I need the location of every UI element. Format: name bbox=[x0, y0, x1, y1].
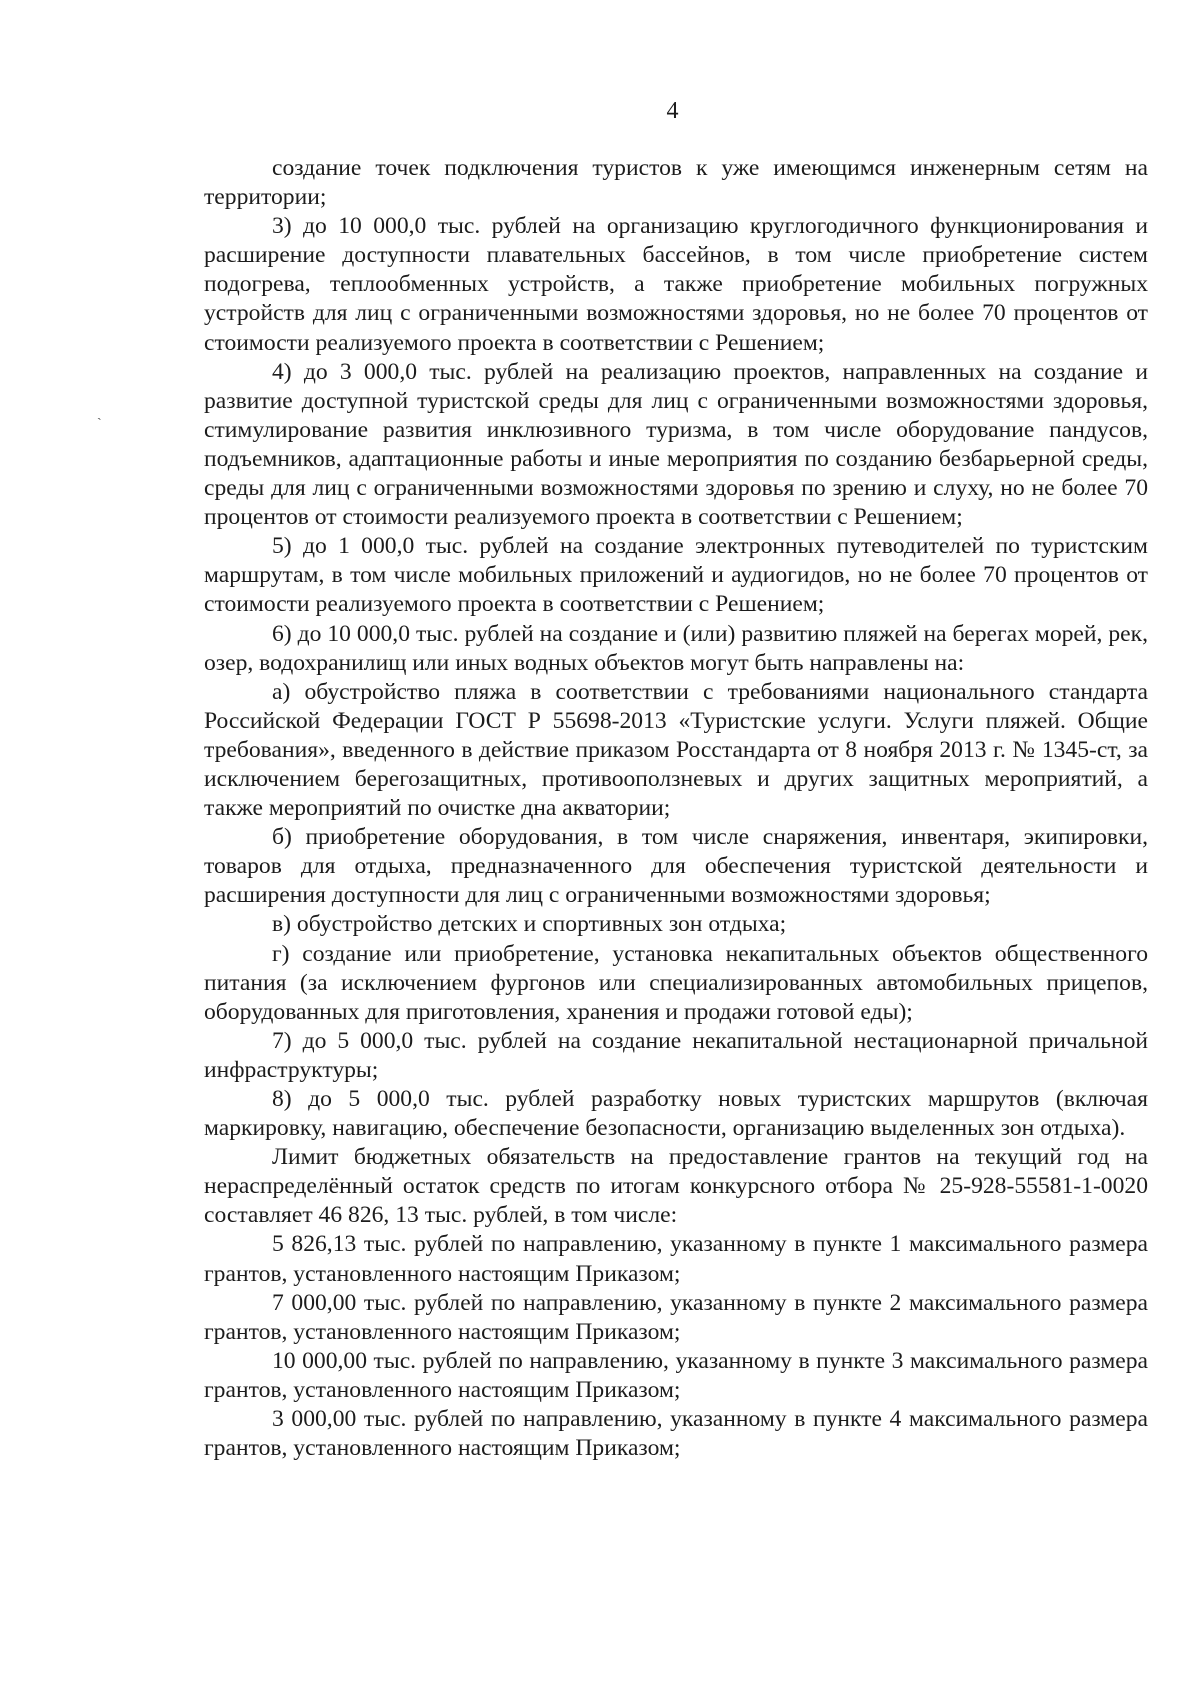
paragraph-connection-points: создание точек подключения туристов к уже имеющимся инженерным сетям на территории; bbox=[204, 155, 1148, 211]
paragraph-allocation-2: 7 000,00 тыс. рублей по направлению, указанному в пункте 2 максимального размера грантов, установленного настоящим Приказом; bbox=[204, 1289, 1148, 1345]
document-body bbox=[204, 154, 1148, 1463]
paragraph-subitem-v-recreation-zones: в) обустройство детских и спортивных зон отдыха; bbox=[272, 911, 787, 938]
paragraph-item-7-mooring: 7) до 5 000,0 тыс. рублей на создание некапитальной нестационарной причальной инфраструктуры; bbox=[204, 1027, 1148, 1083]
paragraph-budget-limit: Лимит бюджетных обязательств на предоставление грантов на текущий год на нераспределённый остаток средств по итогам конкурсного отбора № 25-928-55581-1-0020 составляет 46 826, 13 тыс. рублей, в том числе: bbox=[204, 1144, 1148, 1229]
paragraph-item-4-accessible-environment: 4) до 3 000,0 тыс. рублей на реализацию проектов, направленных на создание и развитие доступной туристской среды для лиц с ограниченными возможностями здоровья, стимулирование развития инклюзивного туризма, в том числе оборудование пандусов, подъемников, адаптационные работы и иные мероприятия по созданию безбарьерной среды, среды для лиц с ограниченными возможностями здоровья по зрению и слуху, но не более 70 процентов от стоимости реализуемого проекта в соответствии с Решением; bbox=[204, 358, 1148, 531]
page-number: 4 bbox=[666, 98, 679, 124]
paragraph-item-3-pools: 3) до 10 000,0 тыс. рублей на организацию круглогодичного функционирования и расширение доступности плавательных бассейнов, в том числе приобретение систем подогрева, теплообменных устройств, а также приобретение мобильных погружных устройств для лиц с ограниченными возможностями здоровья, но не более 70 процентов от стоимости реализуемого проекта в соответствии с Решением; bbox=[204, 213, 1148, 356]
paragraph-allocation-4: 3 000,00 тыс. рублей по направлению, указанному в пункте 4 максимального размера грантов, установленного настоящим Приказом; bbox=[204, 1406, 1148, 1462]
paragraph-allocation-1: 5 826,13 тыс. рублей по направлению, указанному в пункте 1 максимального размера грантов, установленного настоящим Приказом; bbox=[204, 1231, 1148, 1287]
paragraph-item-8-routes: 8) до 5 000,0 тыс. рублей разработку новых туристских маршрутов (включая маркировку, навигацию, обеспечение безопасности, организацию выделенных зон отдыха). bbox=[204, 1086, 1148, 1142]
paragraph-allocation-3: 10 000,00 тыс. рублей по направлению, указанному в пункте 3 максимального размера грантов, установленного настоящим Приказом; bbox=[204, 1347, 1148, 1403]
paragraph-item-5-electronic-guides: 5) до 1 000,0 тыс. рублей на создание электронных путеводителей по туристским маршрутам, в том числе мобильных приложений и аудиогидов, но не более 70 процентов от стоимости реализуемого проекта в соответствии с Решением; bbox=[204, 533, 1148, 618]
paragraph-subitem-a-beach-arrangement: а) обустройство пляжа в соответствии с требованиями национального стандарта Российской Федерации ГОСТ Р 55698-2013 «Туристские услуги. Услуги пляжей. Общие требования», введенного в действие приказом Росстандарта от 8 ноября 2013 г. № 1345-ст, за исключением берегозащитных, противооползневых и других защитных мероприятий, а также мероприятий по очистке дна акватории; bbox=[204, 678, 1148, 822]
scan-mark: ˎ bbox=[97, 406, 102, 421]
paragraph-subitem-b-equipment: б) приобретение оборудования, в том числе снаряжения, инвентаря, экипировки, товаров для отдыха, предназначенного для обеспечения туристской деятельности и расширения доступности для лиц с ограниченными возможностями здоровья; bbox=[204, 824, 1148, 909]
paragraph-item-6-beaches: 6) до 10 000,0 тыс. рублей на создание и (или) развитию пляжей на берегах морей, рек, озер, водохранилищ или иных водных объектов могут быть направлены на: bbox=[204, 620, 1148, 676]
paragraph-subitem-g-catering: г) создание или приобретение, установка некапитальных объектов общественного питания (за исключением фургонов или специализированных автомобильных прицепов, оборудованных для приготовления, хранения и продажи готовой еды); bbox=[204, 940, 1148, 1025]
